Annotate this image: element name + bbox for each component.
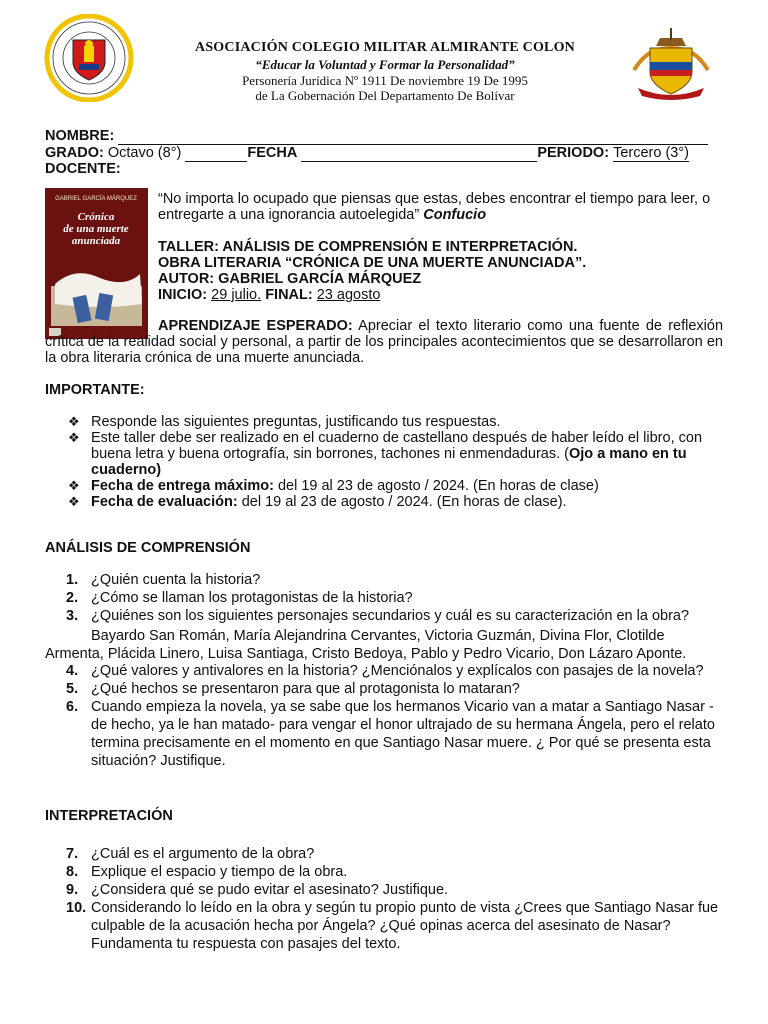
diamond-bullet-icon: ❖ [68, 414, 80, 429]
final-value: 23 agosto [316, 287, 381, 303]
learning-objective [45, 318, 723, 366]
comprension-questions [66, 571, 726, 625]
list-item [68, 478, 728, 494]
secondary-characters: Bayardo San Román, María Alejandrina Cervantes, Victoria Guzmán, Divina Flor, Clotilde Armenta, Plácida Linero, Luisa Santiaga, Cristo Bedoya, Pablo y Pedro Vicario, Don Lázaro Aponte. [45, 628, 687, 662]
important-item-emphasis: Ojo a mano en tu cuaderno) [91, 446, 687, 478]
inicio-label: INICIO: [158, 287, 208, 303]
question-text: ¿Qué valores y antivalores en la historia? ¿Menciónalos y explícalos con pasajes de la novela? [91, 663, 704, 679]
question-text: ¿Cómo se llaman los protagonistas de la historia? [91, 590, 413, 606]
quote-block [158, 191, 723, 223]
book-cover-image [45, 188, 148, 339]
question-item [66, 662, 726, 680]
workshop-line2: OBRA LITERARIA “CRÓNICA DE UNA MUERTE ANUNCIADA”. [158, 255, 587, 271]
periodo-value[interactable]: Tercero (3°) [613, 145, 689, 161]
workshop-line3: AUTOR: GABRIEL GARCÍA MÁRQUEZ [158, 271, 422, 287]
learning-text: Apreciar el texto literario como una fuente de reflexión crítica de la realidad social y personal, a partir de los principales acontecimientos que se desarrollaron en la obra literaria crónica de una muerte anunciada. [45, 318, 724, 366]
question-number: 8. [66, 864, 79, 880]
fecha-field[interactable] [301, 145, 537, 162]
question-item [66, 680, 726, 698]
important-title: IMPORTANTE: [45, 382, 145, 398]
cover-title-3: anunciada [71, 235, 121, 247]
question-text: ¿Quién cuenta la historia? [91, 572, 261, 588]
question-text: Considerando lo leído en la obra y según tu propio punto de vista ¿Crees que Santiago Nasar fue culpable de la acusación hecha por Ángela? ¿Qué opinas acerca del asesinato de Nasar? Fundamenta tu respuesta con pasajes del texto. [91, 900, 719, 952]
docente-label: DOCENTE: [45, 161, 121, 177]
learning-label: APRENDIZAJE ESPERADO: [158, 318, 353, 334]
evaluation-date-text: del 19 al 23 de agosto / 2024. (En horas de clase). [237, 494, 567, 510]
interpretacion-title: INTERPRETACIÓN [45, 808, 173, 824]
workshop-dates [158, 287, 586, 303]
question-number: 4. [66, 663, 79, 679]
question-number: 6. [66, 699, 79, 715]
question-item [66, 863, 726, 881]
question-item [66, 589, 726, 607]
question-text: Cuando empieza la novela, ya se sabe que los hermanos Vicario van a matar a Santiago Nasar -de hecho, ya le han matado- para vengar el honor ultrajado de su hermana Ángela, pero el relato termina precisamente en el momento en que Santiago Nasar muere. ¿ Por qué se presenta esta situación? Justifique. [91, 699, 715, 769]
diamond-bullet-icon: ❖ [68, 430, 80, 445]
docente-line [45, 161, 121, 177]
diamond-bullet-icon: ❖ [68, 494, 80, 509]
question-text: ¿Qué hechos se presentaron para que al protagonista lo mataran? [91, 681, 520, 697]
important-item-text: Responde las siguientes preguntas, justificando tus respuestas. [91, 414, 501, 430]
question-number: 5. [66, 681, 79, 697]
governance-line: de La Gobernación Del Departamento De Bolívar [255, 88, 515, 103]
legal-status: Personería Jurídica Nº 1911 De noviembre 19 De 1995 [242, 73, 528, 88]
question-text: ¿Considera qué se pudo evitar el asesinato? Justifique. [91, 882, 449, 898]
interpretacion-questions [66, 845, 726, 953]
final-label: FINAL: [265, 287, 313, 303]
periodo-label: PERIODO: [537, 145, 610, 161]
inicio-value: 29 julio. [211, 287, 262, 303]
nombre-label: NOMBRE: [45, 128, 115, 144]
question-text: ¿Quiénes son los siguientes personajes secundarios y cuál es su caracterización en la obra? [91, 608, 690, 624]
question-item [66, 571, 726, 589]
nombre-line [45, 128, 708, 145]
delivery-date-text: del 19 al 23 de agosto / 2024. (En horas de clase) [273, 478, 599, 494]
grado-value: Octavo (8°) [107, 145, 182, 161]
question-number: 2. [66, 590, 79, 606]
question-item [66, 698, 726, 770]
important-item-text: Este taller debe ser realizado en el cuaderno de castellano después de haber leído el libro, con buena letra y buena ortografía, sin borrones, tachones ni enmendaduras. ( [91, 430, 703, 462]
question-item [66, 881, 726, 899]
question-item [66, 899, 726, 953]
list-item [68, 430, 728, 478]
diamond-bullet-icon: ❖ [68, 478, 80, 493]
question-number: 7. [66, 846, 79, 862]
cover-title-1: Crónica [77, 211, 115, 223]
nombre-field[interactable] [118, 128, 708, 145]
quote-text: “No importa lo ocupado que piensas que estas, debes encontrar el tiempo para leer, o entregarte a una ignorancia autoelegida” [158, 191, 711, 223]
workshop-line1: TALLER: ANÁLISIS DE COMPRENSIÓN E INTERPRETACIÓN. [158, 239, 578, 255]
grado-field[interactable] [185, 145, 247, 162]
grado-label: GRADO: [45, 145, 104, 161]
school-seal-logo [44, 14, 134, 102]
cover-author-text: GABRIEL GARCÍA MÁRQUEZ [55, 196, 137, 202]
question-number: 9. [66, 882, 79, 898]
list-item [68, 494, 728, 510]
comprension-questions-cont [66, 662, 726, 770]
fecha-label: FECHA [247, 145, 298, 161]
question-number: 1. [66, 572, 79, 588]
question-number: 10. [66, 900, 87, 916]
quote-author: Confucio [423, 207, 487, 223]
school-name: ASOCIACIÓN COLEGIO MILITAR ALMIRANTE COLON [195, 40, 575, 55]
question-text: ¿Cuál es el argumento de la obra? [91, 846, 315, 862]
grado-line [45, 145, 689, 162]
question-number: 3. [66, 608, 79, 624]
crest-logo [630, 26, 712, 100]
question-item [66, 607, 726, 625]
school-motto: “Educar la Voluntad y Formar la Personalidad” [255, 57, 515, 72]
question-text: Explique el espacio y tiempo de la obra. [91, 864, 348, 880]
comprension-title: ANÁLISIS DE COMPRENSIÓN [45, 540, 251, 556]
list-item [68, 414, 728, 430]
important-list [68, 414, 728, 510]
workshop-title-block [158, 239, 586, 303]
delivery-date-label: Fecha de entrega máximo: [91, 478, 274, 494]
evaluation-date-label: Fecha de evaluación: [91, 494, 238, 510]
question-item [66, 845, 726, 863]
school-header [150, 40, 620, 103]
cover-title-2: de una muerte [63, 223, 129, 235]
